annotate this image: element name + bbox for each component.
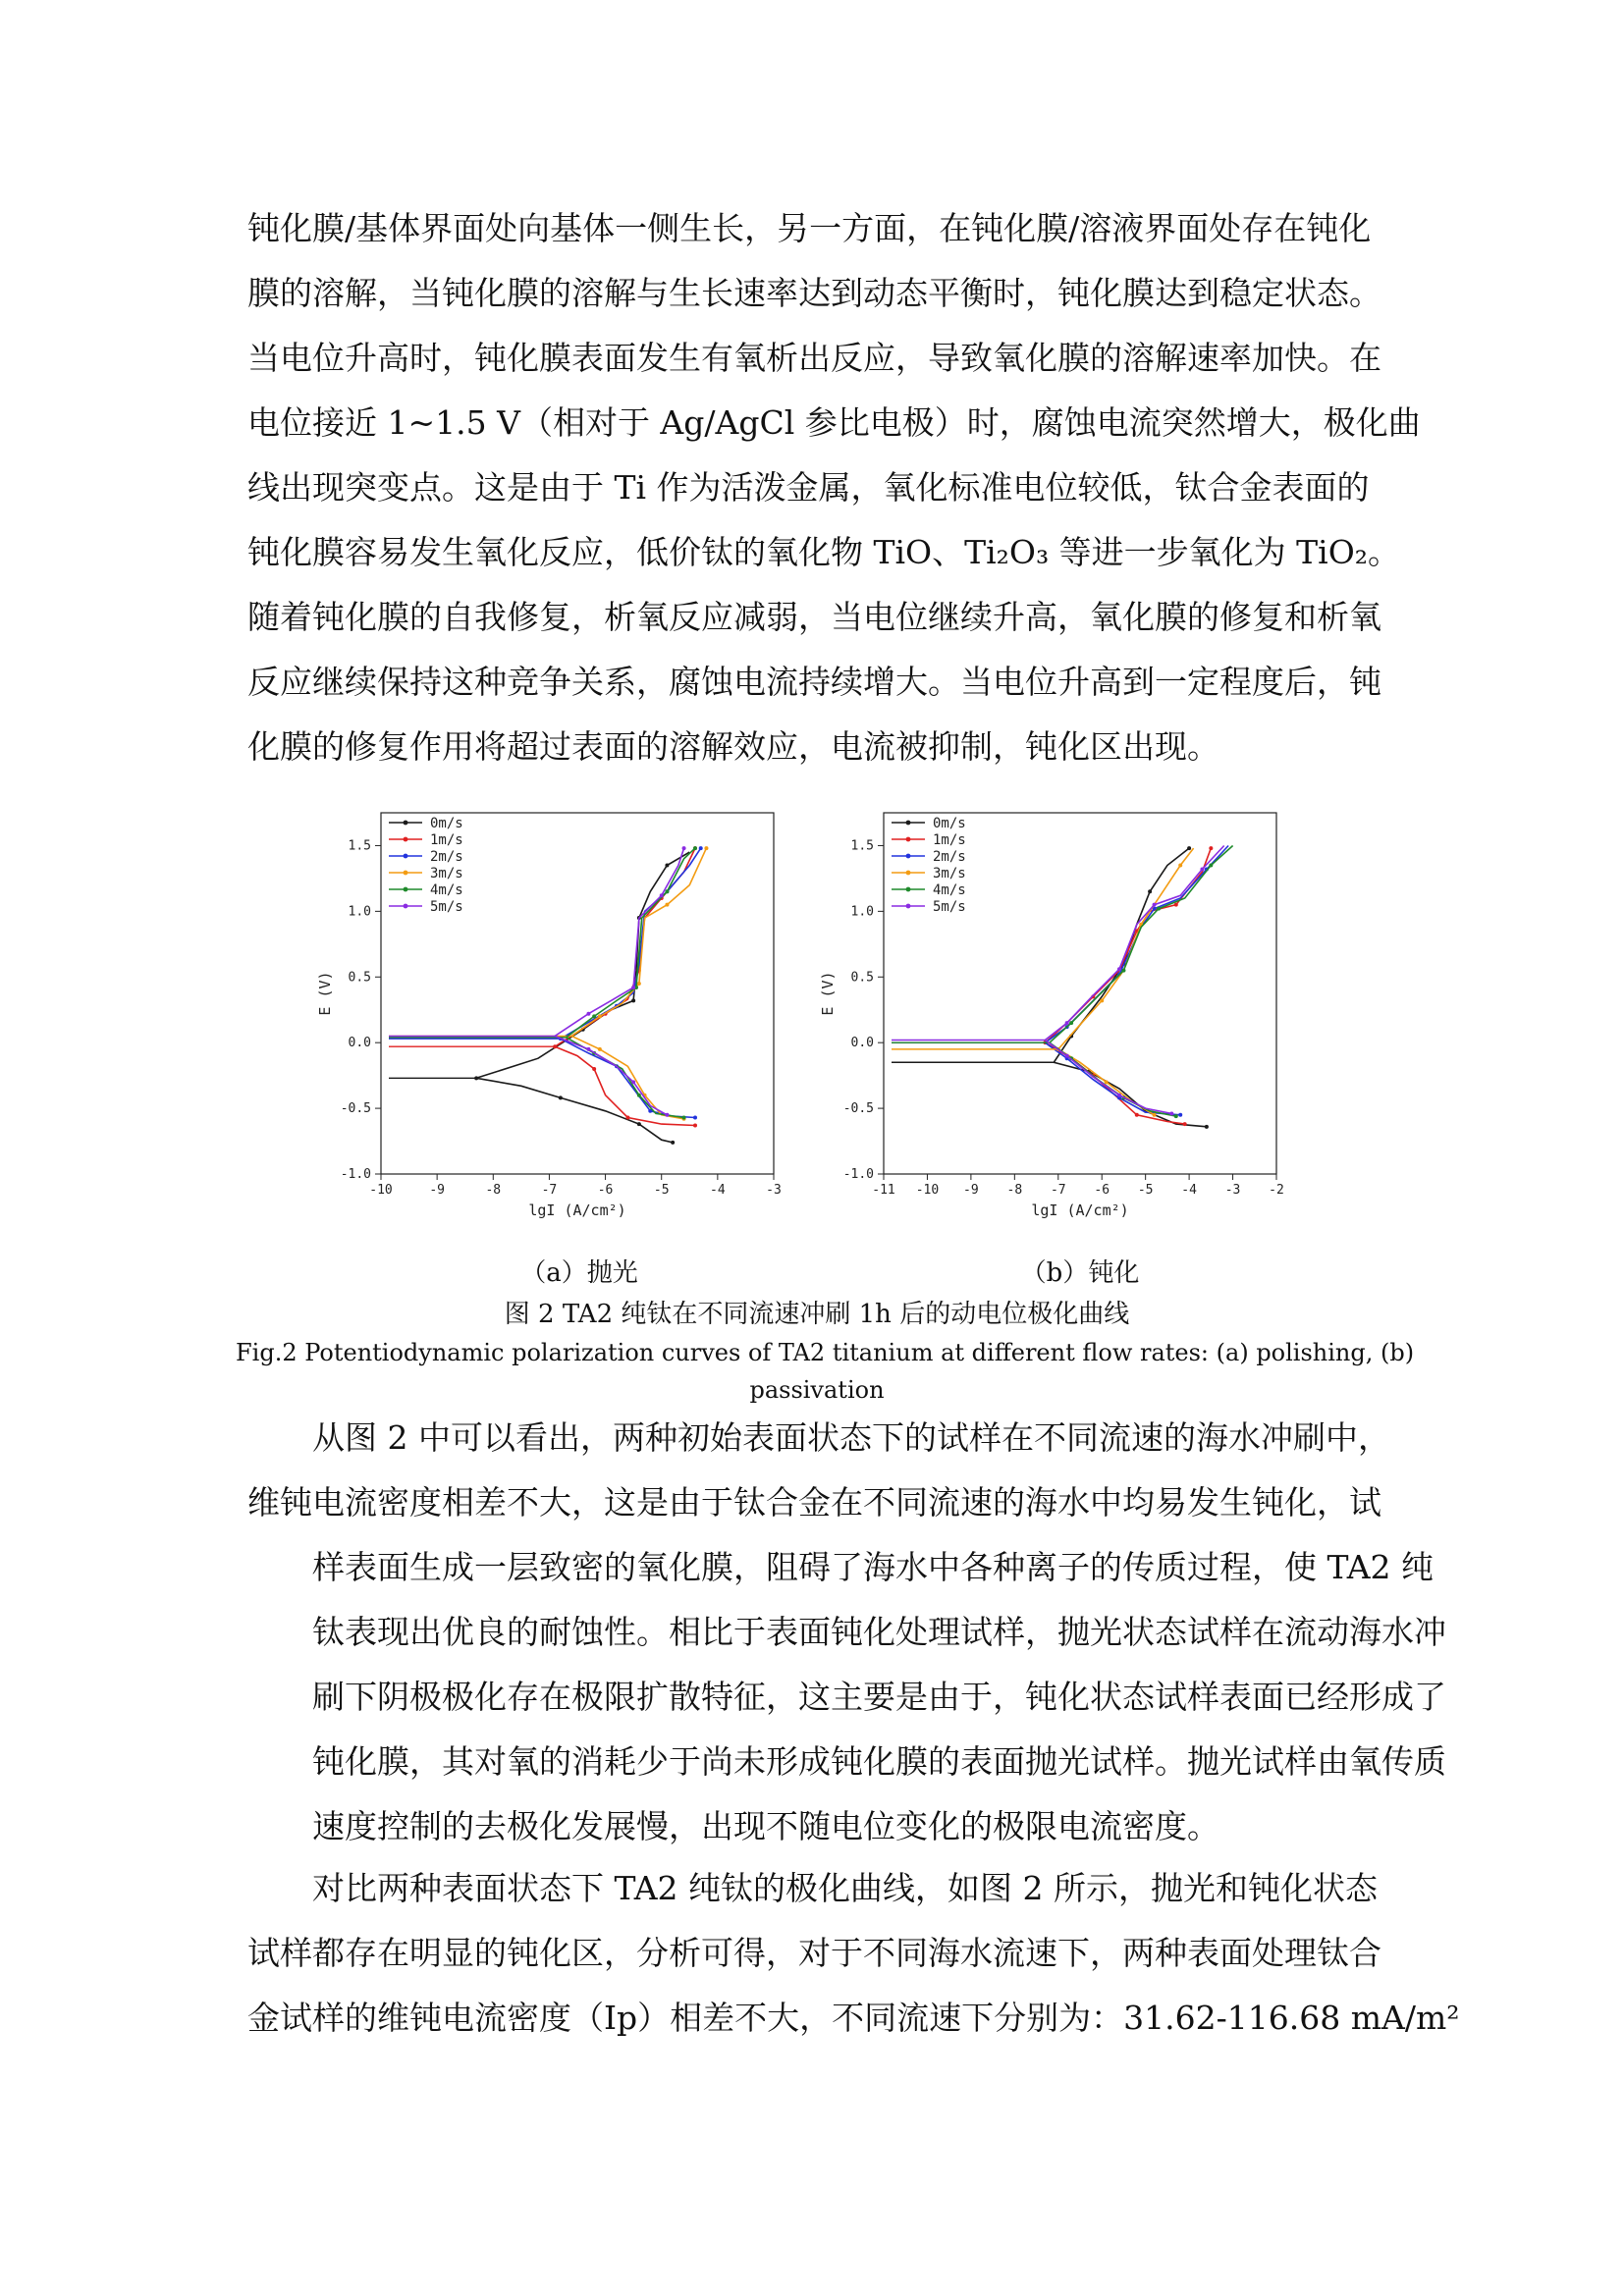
text-line: 试样都存在明显的钝化区，分析可得，对于不同海水流速下，两种表面处理钛合 <box>247 1934 1381 1972</box>
data-point <box>1065 1021 1069 1025</box>
x-tick-label: -10 <box>369 1183 393 1198</box>
y-tick-label: 1.0 <box>348 904 371 920</box>
legend-marker <box>906 871 911 876</box>
legend-marker <box>404 887 408 892</box>
y-tick-label: 0.5 <box>850 970 874 986</box>
x-tick-label: -3 <box>1224 1183 1241 1198</box>
data-point <box>1209 846 1213 850</box>
y-tick-label: 0.5 <box>348 970 371 986</box>
data-point <box>1117 967 1121 971</box>
legend-label: 4m/s <box>933 882 966 898</box>
x-tick-label: -7 <box>1050 1183 1066 1198</box>
chart-a-svg <box>312 805 803 1237</box>
legend-marker <box>404 904 408 909</box>
y-tick-label: -1.0 <box>842 1167 874 1182</box>
data-point <box>1069 1021 1073 1025</box>
data-point <box>1065 1054 1069 1058</box>
legend-label: 3m/s <box>933 866 966 881</box>
sublabel-b: （b）钝化 <box>1020 1258 1140 1288</box>
x-tick-label: -2 <box>1269 1183 1284 1198</box>
data-point <box>1178 864 1182 868</box>
text-line: 金试样的维钝电流密度（Ip）相差不大，不同流速下分别为：31.62-116.68 mA/m² <box>247 1999 1460 2037</box>
legend-marker <box>404 854 408 859</box>
x-tick-label: -9 <box>429 1183 445 1198</box>
chart-b-passivation <box>815 805 1306 1237</box>
x-tick-label: -4 <box>710 1183 726 1198</box>
sublabel-a: （a）抛光 <box>520 1258 638 1288</box>
data-point <box>682 846 686 850</box>
text-line: 钝化膜，其对氧的消耗少于尚未形成钝化膜的表面抛光试样。抛光试样由氧传质 <box>312 1742 1446 1781</box>
series-line-4m/s <box>567 848 695 1117</box>
legend-marker <box>906 887 911 892</box>
x-tick-label: -6 <box>1094 1183 1110 1198</box>
data-point <box>665 1113 669 1117</box>
text-line: 线出现突变点。这是由于 Ti 作为活泼金属，氧化标准电位较低，钛合金表面的 <box>247 468 1370 507</box>
data-point <box>1205 1125 1209 1129</box>
data-point <box>1174 1114 1178 1118</box>
data-point <box>665 889 669 893</box>
data-point <box>586 1012 590 1016</box>
series-line-0m/s <box>1054 848 1207 1127</box>
chart-a-polishing <box>312 805 803 1237</box>
data-point <box>665 903 669 907</box>
data-point <box>1169 1111 1173 1115</box>
y-tick-label: 1.5 <box>348 838 371 854</box>
legend-label: 0m/s <box>933 816 966 831</box>
y-tick-label: 1.5 <box>850 838 874 854</box>
data-point <box>671 1141 675 1145</box>
data-point <box>693 1115 697 1119</box>
data-point <box>631 1080 635 1084</box>
data-point <box>637 1094 641 1097</box>
legend-label: 2m/s <box>430 849 463 865</box>
legend-label: 5m/s <box>933 899 966 915</box>
data-point <box>704 846 708 850</box>
series-line-2m/s <box>561 848 701 1117</box>
data-point <box>1178 1113 1182 1117</box>
x-tick-label: -3 <box>766 1183 782 1198</box>
legend-label: 5m/s <box>430 899 463 915</box>
data-point <box>637 1122 641 1126</box>
data-point <box>1209 864 1213 868</box>
x-tick-label: -11 <box>872 1183 895 1198</box>
paragraph-3 <box>247 1856 1460 2051</box>
data-point <box>1187 846 1191 850</box>
text-line: 钛表现出优良的耐蚀性。相比于表面钝化处理试样，抛光状态试样在流动海水冲 <box>312 1613 1446 1651</box>
data-point <box>1174 903 1178 907</box>
series-line-2m/s <box>1045 846 1228 1115</box>
x-tick-label: -5 <box>1137 1183 1154 1198</box>
text-line: 维钝电流密度相差不大，这是由于钛合金在不同流速的海水中均易发生钝化，试 <box>247 1483 1381 1522</box>
data-point <box>693 846 697 850</box>
text-line: 速度控制的去极化发展慢，出现不随电位变化的极限电流密度。 <box>312 1807 1219 1845</box>
figure-caption-en: Fig.2 Potentiodynamic polarization curves of TA2 titanium at different flow rates: (a) polishing, (b) <box>236 1339 1415 1366</box>
data-point <box>637 982 641 986</box>
data-point <box>682 1115 686 1119</box>
x-tick-label: -4 <box>1181 1183 1197 1198</box>
y-tick-label: -0.5 <box>340 1101 371 1117</box>
x-tick-label: -8 <box>485 1183 502 1198</box>
data-point <box>1105 1080 1109 1084</box>
y-axis-label: E (V) <box>316 971 334 1016</box>
legend-marker <box>906 837 911 842</box>
text-line: 膜的溶解，当钝化膜的溶解与生长速率达到动态平衡时，钝化膜达到稳定状态。 <box>247 274 1381 312</box>
data-point <box>631 986 635 989</box>
figure-caption-en-cont: passivation <box>749 1376 885 1404</box>
legend-marker <box>906 904 911 909</box>
data-point <box>1200 868 1204 872</box>
data-point <box>1148 889 1152 893</box>
series-line-1m/s <box>555 848 695 1125</box>
data-point <box>1153 903 1157 907</box>
x-tick-label: -5 <box>653 1183 670 1198</box>
series-line-0m/s <box>476 852 689 1143</box>
data-point <box>660 893 664 897</box>
legend-marker <box>404 871 408 876</box>
series-line-3m/s <box>1058 848 1194 1115</box>
y-tick-label: -0.5 <box>842 1101 874 1117</box>
legend-label: 1m/s <box>933 832 966 848</box>
legend-label: 0m/s <box>430 816 463 831</box>
text-line: 对比两种表面状态下 TA2 纯钛的极化曲线，如图 2 所示，抛光和钝化状态 <box>312 1869 1378 1907</box>
x-axis-label: lgI (A/cm²) <box>528 1201 626 1219</box>
y-tick-label: 0.0 <box>348 1036 371 1051</box>
x-tick-label: -10 <box>915 1183 940 1198</box>
x-tick-label: -8 <box>1006 1183 1023 1198</box>
series-line-5m/s <box>555 848 684 1115</box>
data-point <box>1121 969 1125 973</box>
legend-label: 1m/s <box>430 832 463 848</box>
text-line: 电位接近 1~1.5 V（相对于 Ag/AgCl 参比电极）时，腐蚀电流突然增大，极化曲 <box>247 403 1421 442</box>
legend-marker <box>404 837 408 842</box>
y-axis-label: E (V) <box>819 971 837 1016</box>
legend-marker <box>906 821 911 826</box>
data-point <box>586 1047 590 1051</box>
text-line: 反应继续保持这种竞争关系，腐蚀电流持续增大。当电位升高到一定程度后，钝 <box>247 663 1381 701</box>
data-point <box>598 1047 602 1051</box>
data-point <box>699 846 703 850</box>
legend-label: 4m/s <box>430 882 463 898</box>
x-axis-label: lgI (A/cm²) <box>1031 1201 1129 1219</box>
y-tick-label: -1.0 <box>340 1167 371 1182</box>
series-line-4m/s <box>1050 846 1233 1117</box>
x-tick-label: -7 <box>541 1183 558 1198</box>
paragraph-2 <box>247 1406 1446 1859</box>
data-point <box>1135 1113 1139 1117</box>
data-point <box>625 1115 629 1119</box>
data-point <box>1117 1094 1121 1097</box>
legend-marker <box>404 821 408 826</box>
data-point <box>1157 907 1161 911</box>
data-point <box>592 1014 596 1018</box>
data-point <box>665 864 669 868</box>
legend-label: 3m/s <box>430 866 463 881</box>
paragraph-1 <box>247 196 1421 779</box>
y-tick-label: 0.0 <box>850 1036 874 1051</box>
legend-marker <box>906 854 911 859</box>
x-tick-label: -9 <box>963 1183 979 1198</box>
data-point <box>1100 998 1104 1002</box>
x-tick-label: -6 <box>597 1183 614 1198</box>
text-line: 化膜的修复作用将超过表面的溶解效应，电流被抑制，钝化区出现。 <box>247 727 1219 766</box>
chart-b-svg <box>815 805 1306 1237</box>
text-line: 钝化膜容易发生氧化反应，低价钛的氧化物 TiO、Ti₂O₃ 等进一步氧化为 TiO₂。 <box>247 533 1401 571</box>
data-point <box>598 1014 602 1018</box>
figure-caption-cn: 图 2 TA2 纯钛在不同流速冲刷 1h 后的动电位极化曲线 <box>504 1300 1130 1329</box>
data-point <box>1153 1113 1157 1117</box>
legend-label: 2m/s <box>933 849 966 865</box>
data-point <box>559 1095 563 1099</box>
data-point <box>693 1123 697 1127</box>
data-point <box>1183 1122 1187 1126</box>
text-line: 刷下阴极极化存在极限扩散特征，这主要是由于，钝化状态试样表面已经形成了 <box>312 1678 1446 1716</box>
text-line: 随着钝化膜的自我修复，析氧反应减弱，当电位继续升高，氧化膜的修复和析氧 <box>247 598 1381 636</box>
text-line: 钝化膜/基体界面处向基体一侧生长，另一方面，在钝化膜/溶液界面处存在钝化 <box>247 209 1372 247</box>
y-tick-label: 1.0 <box>850 904 874 920</box>
series-line-5m/s <box>1045 846 1223 1114</box>
text-line: 样表面生成一层致密的氧化膜，阻碍了海水中各种离子的传质过程，使 TA2 纯 <box>312 1548 1435 1586</box>
text-line: 当电位升高时，钝化膜表面发生有氧析出反应，导致氧化膜的溶解速率加快。在 <box>247 339 1381 377</box>
text-line: 从图 2 中可以看出，两种初始表面状态下的试样在不同流速的海水冲刷中， <box>312 1418 1390 1457</box>
data-point <box>592 1067 596 1071</box>
data-point <box>631 998 635 1002</box>
